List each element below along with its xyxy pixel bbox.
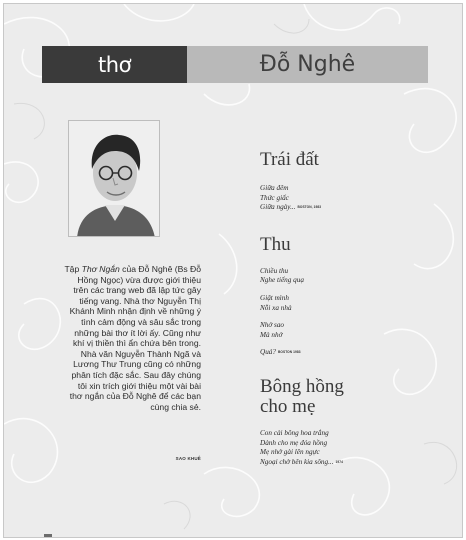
poem-title-line-1: Bông hồng xyxy=(260,375,344,397)
poem-line: Dành cho mẹ đóa hồng xyxy=(260,438,328,447)
poem-line xyxy=(260,458,420,468)
poem-line-text: Quá? xyxy=(260,348,276,357)
section-header xyxy=(42,46,428,83)
poem-line xyxy=(260,203,420,213)
poem-trai-dat xyxy=(260,150,420,213)
poem-thu xyxy=(260,235,420,358)
poem-line: Giật mình xyxy=(260,293,289,302)
poem-line: Chiều thu xyxy=(260,266,289,275)
author-portrait xyxy=(68,120,160,237)
poem-line: Nghe tiếng quạ xyxy=(260,276,304,285)
author-name: Đỗ Nghê xyxy=(187,46,428,83)
magazine-page xyxy=(3,3,463,538)
poem-bong-hong-cho-me xyxy=(260,377,420,467)
intro-book-title: Thơ Ngắn xyxy=(81,264,120,274)
poem-line: Nhớ sao xyxy=(260,321,285,330)
poem-line: Mẹ nhớ gài lên ngực xyxy=(260,448,320,457)
poem-title: Thu xyxy=(260,233,291,255)
poem-line: Con cài bông hoa trắng xyxy=(260,428,329,437)
poem-source: BOSTON 1983 xyxy=(277,350,301,355)
poem-title-line-2: cho mẹ xyxy=(260,395,316,417)
intro-lead: Tập xyxy=(64,264,82,274)
intro-body: của Đỗ Nghê (Bs Đỗ Hồng Ngọc) vừa được giới thiệu trên các trang web đã lập tức gây tiếng vang. Nhà thơ Nguyễn Thị Khánh Minh nhận định về những ý tình cảm động và sâu sắc trong những bài thơ ít lời ấy. Cũng như khí vị thiền thì ẩn chứa bên trong. Nhà văn Nguyễn Thành Ngã và Lương Thư Trung cũng có những phân tích đặc sắc. Sau đây chúng tôi xin trích giới thiệu một vài bài thơ ngắn của Đỗ Nghê để các bạn cùng chia sẻ. xyxy=(69,264,201,412)
page-footer-mark xyxy=(44,534,52,537)
poem-source: 1974 xyxy=(335,459,344,464)
poem-line-text: Giữa ngày... xyxy=(260,203,296,212)
poem-line: Thức giấc xyxy=(260,193,289,202)
poem-line: Nỗi xa nhà xyxy=(260,303,292,312)
poems-column xyxy=(260,150,420,467)
section-label: thơ xyxy=(42,46,187,83)
poem-source: BOSTON, 1983 xyxy=(297,205,322,210)
intro-paragraph xyxy=(64,264,201,412)
poem-title: Trái đất xyxy=(260,149,319,170)
intro-signature: SAO KHUÊ xyxy=(175,456,201,461)
poem-line xyxy=(260,348,420,358)
poem-line: Giữa đêm xyxy=(260,184,289,192)
poem-line-text: Ngoại chờ bên kia sông... xyxy=(260,457,334,466)
poem-line: Mà nhớ xyxy=(260,330,283,339)
portrait-photo-image xyxy=(69,121,160,237)
